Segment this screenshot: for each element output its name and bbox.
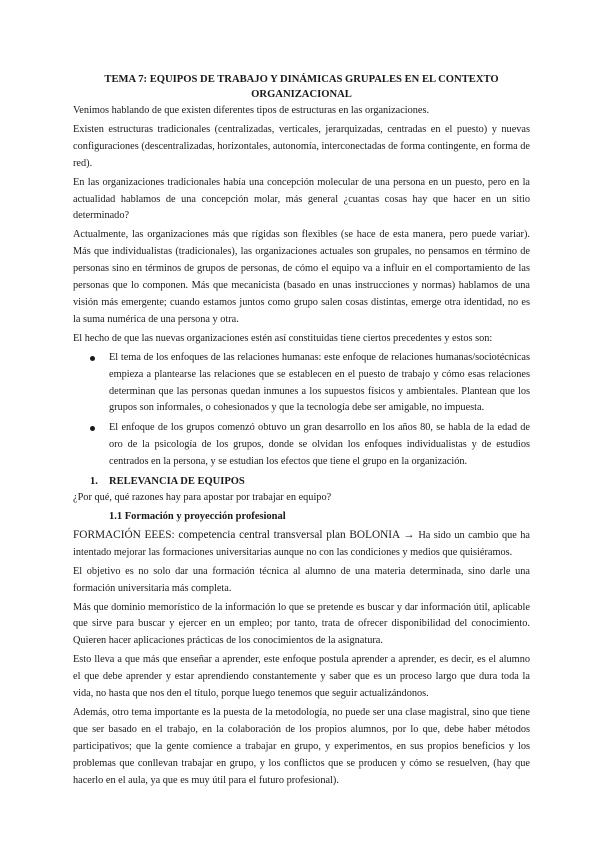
section-heading (73, 474, 530, 490)
document-title: TEMA 7: EQUIPOS DE TRABAJO Y DINÁMICAS GRUPALES EN EL CONTEXTO ORGANIZACIONAL (104, 74, 499, 100)
intro-paragraph: El hecho de que las nuevas organizaciones estén así constituidas tiene ciertos precedentes y estos son: (73, 332, 493, 344)
formacion-paragraph (73, 527, 530, 562)
body-paragraph: Además, otro tema importante es la puesta de la metodología, no puede ser una clase magistral, sino que tiene que ser basado en el trabajo, en la colaboración de los propios alumnos, por lo que, debe haber métodos participativos; que la gente comience a trabajar en grupo, y experimentos, en sus propios beneficios y los problemas que conllevan trabajar en grupo, y los conflictos que se producen y cómo se resuelven, (hay que hacerlo en el aula, ya que es muy útil para el futuro profesional). (73, 707, 530, 786)
intro-paragraph: En las organizaciones tradicionales había una concepción molecular de una persona en un puesto, pero en la actualidad hablamos de una concepción molar, más general ¿cuantas cosas hay que hacer en un sitio determinado? (73, 176, 530, 222)
formacion-lead: FORMACIÓN EEES: competencia central transversal plan BOLONIA → (73, 528, 419, 541)
body-paragraph: Esto lleva a que más que enseñar a aprender, este enfoque postula aprender a aprender, es decir, es el alumno el que debe aprender y estar aprendiendo constantemente y saber que es un proceso largo que dura toda la vida, no hasta que nos den el título, porque luego tenemos que seguir actualizándonos. (73, 654, 530, 700)
formacion-text: Ha sido un cambio que ha intentado mejorar las formaciones universitarias aunque no con las condiciones y medios que quisiéramos. (73, 529, 530, 558)
section-heading-text: RELEVANCIA DE EQUIPOS (109, 476, 245, 488)
section-number: 1. (90, 476, 98, 488)
bullet-icon (90, 426, 95, 431)
list-item (73, 350, 530, 418)
precedents-list (73, 350, 530, 471)
bullet-icon (90, 356, 95, 361)
list-item-text: El tema de los enfoques de las relaciones humanas: este enfoque de relaciones humanas/sociotécnicas empieza a plantearse las relaciones que se establecen en el puesto de trabajo y cómo esas relaciones determinan que las personas quedan inmunes a los supuestos físicos y ambientales. Plantean que los grupos son informales, o cohesionados y que la tecnología debe ser amigable, no impuesta. (109, 351, 530, 414)
intro-paragraph: Actualmente, las organizaciones más que rígidas son flexibles (se hace de esta manera, pero puede variar). Más que individualistas (tradicionales), las organizaciones actuales son grupales, no pensamos en término de personas sino en términos de grupos de personas, de cómo el equipo va a influir en el comportamiento de las personas que lo componen. Más que mecanicista (basado en unas instrucciones y normas) hablamos de una visión más emergente; cuando estamos juntos como grupo salen cosas distintas, emerge otra identidad, no es la suma numérica de una persona y otra. (73, 229, 530, 325)
body-paragraph: Más que dominio memorístico de la información lo que se pretende es buscar y dar información útil, aplicable que sirve para buscar y ejercer en un empleo; por tanto, trata de ofrecer disponibilidad del conocimiento. Quieren hacer aplicaciones prácticas de los conocimientos de la asignatura. (73, 601, 530, 647)
document-body (73, 72, 530, 792)
body-paragraph: El objetivo es no solo dar una formación técnica al alumno de una materia determinada, sino darle una formación universitaria más completa. (73, 565, 530, 594)
list-item (73, 420, 530, 471)
subsection-heading: 1.1 Formación y proyección profesional (109, 510, 286, 522)
section-question: ¿Por qué, qué razones hay para apostar por trabajar en equipo? (73, 492, 332, 504)
list-item-text: El enfoque de los grupos comenzó obtuvo un gran desarrollo en los años 80, se habla de la edad de oro de la psicología de los grupos, donde se olvidan los enfoques individualistas y de estudios centrados en la persona, y se estudian los efectos que tiene el grupo en la organización. (109, 422, 530, 468)
intro-paragraph: Venimos hablando de que existen diferentes tipos de estructuras en las organizaciones. (73, 105, 430, 116)
intro-paragraph: Existen estructuras tradicionales (centralizadas, verticales, jerarquizadas, centradas en el puesto) y nuevas configuraciones (descentralizadas, horizontales, autonomía, interconectadas de forma contingente, en forma de red). (73, 123, 530, 169)
